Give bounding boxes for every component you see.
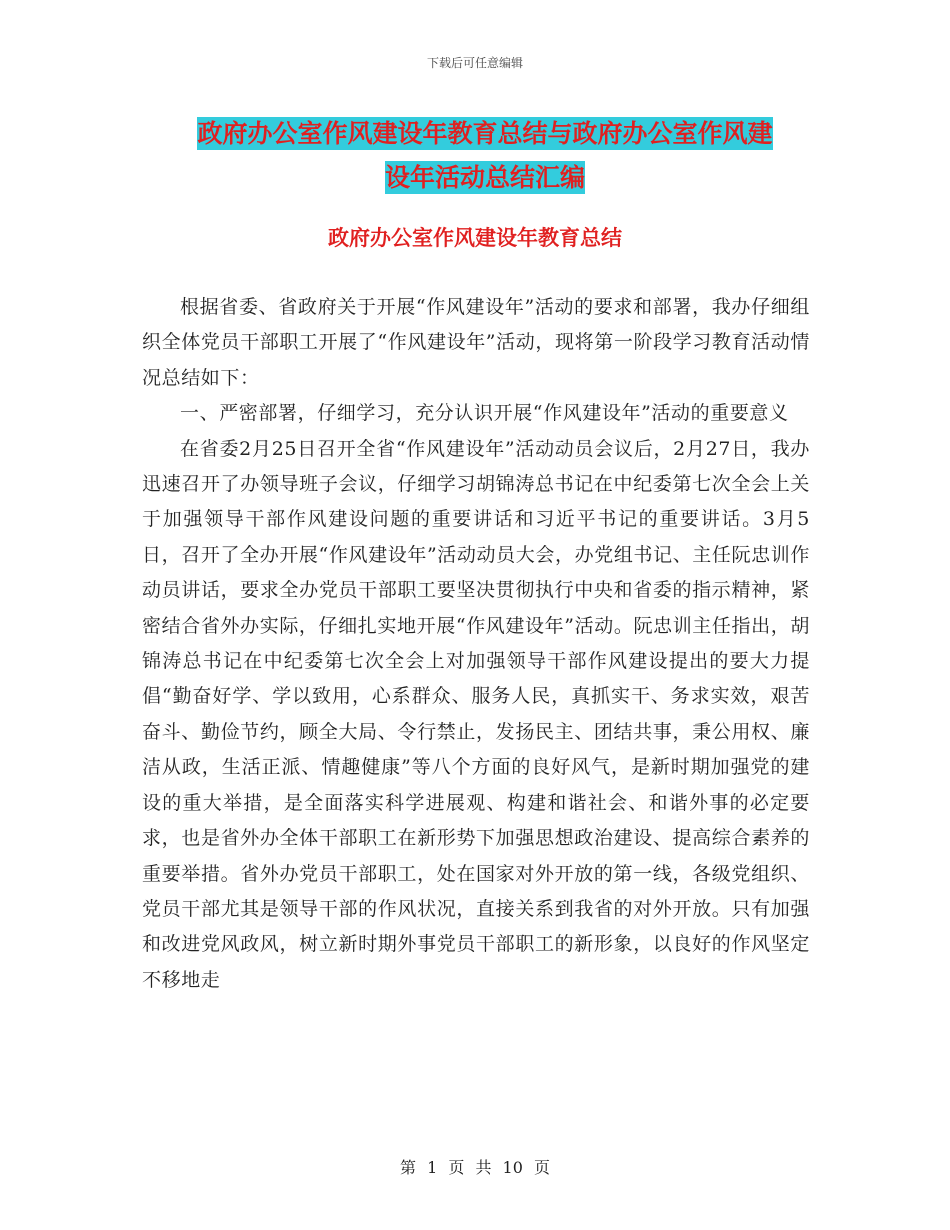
paragraph-heading: 一、严密部署，仔细学习，充分认识开展“作风建设年”活动的重要意义: [180, 402, 789, 425]
section-title: 政府办公室作风建设年教育总结: [328, 226, 622, 250]
paragraph: 根据省委、省政府关于开展“作风建设年”活动的要求和部署，我办仔细组织全体党员干部职工开展了“作风建设年”活动，现将第一阶段学习教育活动情况总结如下：: [142, 296, 810, 389]
paragraph: 在省委2月25日召开全省“作风建设年”活动动员会议后，2月27日，我办迅速召开了办领导班子会议，仔细学习胡锦涛总书记在中纪委第七次全会上关于加强领导干部作风建设问题的重要讲话和习近平书记的重要讲话。3月5日，召开了全办开展“作风建设年”活动动员大会，办党组书记、主任阮忠训作动员讲话，要求全办党员干部职工要坚决贯彻执行中央和省委的指示精神，紧密结合省外办实际，仔细扎实地开展“作风建设年”活动。阮忠训主任指出，胡锦涛总书记在中纪委第七次全会上对加强领导干部作风建设提出的要大力提倡“勤奋好学、学以致用，心系群众、服务人民，真抓实干、务求实效，艰苦奋斗、勤俭节约，顾全大局、令行禁止，发扬民主、团结共事，秉公用权、廉洁从政，生活正派、情趣健康”等八个方面的良好风气，是新时期加强党的建设的重大举措，是全面落实科学进展观、构建和谐社会、和谐外事的必定要求，也是省外办全体干部职工在新形势下加强思想政治建设、提高综合素养的重要举措。省外办党员干部职工，处在国家对外开放的第一线，各级党组织、党员干部尤其是领导干部的作风状况，直接关系到我省的对外开放。只有加强和改进党风政风，树立新时期外事党员干部职工的新形象，以良好的作风坚定不移地走: [142, 437, 810, 991]
body-text: [142, 290, 810, 998]
header-note: 下载后可任意编辑: [426, 56, 523, 70]
title-line-1: 政府办公室作风建设年教育总结与政府办公室作风建: [197, 119, 773, 148]
page-number: 第 1 页 共 10 页: [400, 1158, 550, 1177]
document-title: [140, 112, 830, 200]
title-line-2: 设年活动总结汇编: [384, 163, 585, 192]
